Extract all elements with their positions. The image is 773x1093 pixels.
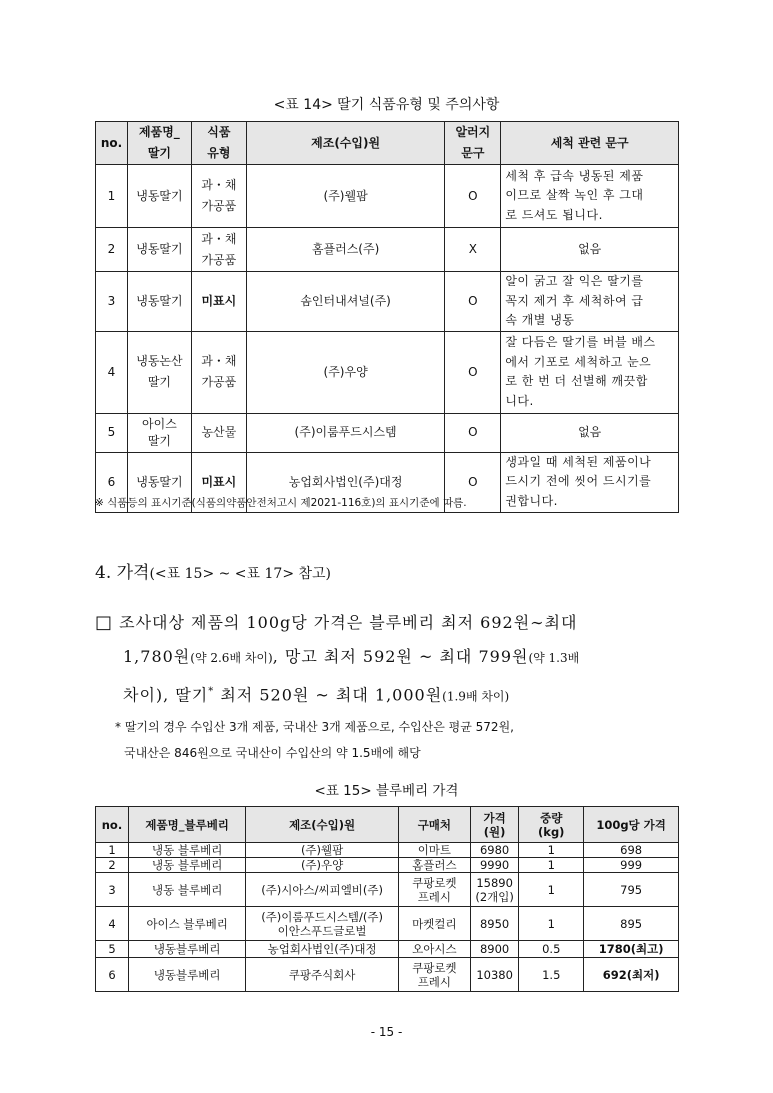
- cell-store: 이마트: [398, 843, 470, 858]
- cell-name: 냉동딸기: [127, 452, 191, 512]
- table14-caption: <표 14> 딸기 식품유형 및 주의사항: [273, 97, 500, 113]
- cell-wash: 세척 후 급속 냉동된 제품 이므로 살짝 녹인 후 그대 로 드셔도 됩니다.: [501, 165, 679, 228]
- cell-maker: 쿠팡주식회사: [246, 958, 398, 992]
- table-row: [96, 873, 679, 907]
- cell-no: 1: [96, 165, 128, 228]
- cell-type: 과・채 가공품: [191, 228, 246, 272]
- paragraph-text: 조사대상 제품의 100g당 가격은 블루베리 최저 692원∼최대: [119, 613, 578, 632]
- cell-price-per-100g: 795: [584, 873, 679, 907]
- table-row: [96, 413, 679, 452]
- cell-price-per-100g: 895: [584, 907, 679, 941]
- header-wash-notice: 세척 관련 문구: [501, 122, 679, 165]
- cell-maker: (주)웰팜: [246, 843, 398, 858]
- cell-type: 과・채 가공품: [191, 331, 246, 413]
- cell-no: 1: [96, 843, 129, 858]
- cell-name: 냉동블루베리: [128, 941, 245, 958]
- cell-maker: 홈플러스(주): [246, 228, 445, 272]
- cell-price: 8950: [470, 907, 518, 941]
- page-number: - 15 -: [370, 1025, 403, 1039]
- cell-type: 과・채 가공품: [191, 165, 246, 228]
- cell-name: 냉동딸기: [127, 228, 191, 272]
- table-row: [96, 843, 679, 858]
- cell-maker: (주)이룸푸드시스템: [246, 413, 445, 452]
- cell-no: 4: [96, 331, 128, 413]
- cell-allergy: O: [445, 413, 501, 452]
- footnote-line: * 딸기의 경우 수입산 3개 제품, 국내산 3개 제품으로, 수입산은 평균 572원,: [115, 720, 514, 734]
- cell-no: 3: [96, 873, 129, 907]
- header-weight: 중량 (kg): [519, 807, 584, 843]
- header-product-name: 제품명_블루베리: [128, 807, 245, 843]
- cell-type: 미표시: [191, 272, 246, 332]
- cell-allergy: O: [445, 452, 501, 512]
- cell-price-per-100g: 698: [584, 843, 679, 858]
- header-price-per-100g: 100g당 가격: [584, 807, 679, 843]
- paragraph-text: (약 1.3배: [528, 651, 580, 665]
- cell-type: 미표시: [191, 452, 246, 512]
- table15-header-row: [96, 807, 679, 843]
- table-row: [96, 941, 679, 958]
- header-allergy-notice: 알러지 문구: [445, 122, 501, 165]
- cell-name: 냉동딸기: [127, 272, 191, 332]
- cell-weight: 0.5: [519, 941, 584, 958]
- cell-no: 4: [96, 907, 129, 941]
- cell-price-per-100g-highest: 1780(최고): [584, 941, 679, 958]
- cell-name: 냉동블루베리: [128, 958, 245, 992]
- table14-strawberry-types: [95, 121, 679, 513]
- header-no: no.: [96, 122, 128, 165]
- cell-no: 2: [96, 228, 128, 272]
- footnote-marker: *: [208, 686, 215, 697]
- cell-price: 8900: [470, 941, 518, 958]
- paragraph-line-1: [95, 606, 695, 640]
- cell-type: 농산물: [191, 413, 246, 452]
- cell-price-per-100g-lowest: 692(최저): [584, 958, 679, 992]
- cell-price: 6980: [470, 843, 518, 858]
- checkbox-bullet-icon: □: [95, 612, 114, 633]
- cell-store: 마켓컬리: [398, 907, 470, 941]
- cell-no: 6: [96, 452, 128, 512]
- footnote-line: 국내산은 846원으로 국내산이 수입산의 약 1.5배에 해당: [124, 746, 421, 760]
- cell-maker: (주)우양: [246, 331, 445, 413]
- cell-weight: 1.5: [519, 958, 584, 992]
- section-title: 4. 가격: [95, 563, 150, 583]
- paragraph-text: (1.9배 차이): [442, 689, 510, 704]
- cell-wash: 없음: [501, 413, 679, 452]
- table15-blueberry-prices: [95, 806, 679, 992]
- cell-allergy: O: [445, 272, 501, 332]
- cell-price: 10380: [470, 958, 518, 992]
- cell-name: 아이스 블루베리: [128, 907, 245, 941]
- cell-maker: (주)이룸푸드시스템/(주) 이안스푸드글로벌: [246, 907, 398, 941]
- paragraph-text: , 망고 최저 592원 ~ 최대 799원: [272, 647, 529, 666]
- cell-no: 3: [96, 272, 128, 332]
- cell-no: 5: [96, 941, 129, 958]
- cell-name: 냉동 블루베리: [128, 843, 245, 858]
- cell-maker: 솜인터내셔널(주): [246, 272, 445, 332]
- cell-price: 15890 (2개입): [470, 873, 518, 907]
- table-row: [96, 858, 679, 873]
- paragraph-text: 차이), 딸기: [123, 685, 209, 705]
- header-price: 가격 (원): [470, 807, 518, 843]
- cell-name: 냉동 블루베리: [128, 873, 245, 907]
- cell-maker: (주)우양: [246, 858, 398, 873]
- table14-footnote: ※ 식품등의 표시기준(식품의약품안전처고시 제2021-116호)의 표시기준에 따름.: [95, 497, 467, 509]
- header-product-name: 제품명_ 딸기: [127, 122, 191, 165]
- price-summary-paragraph: [95, 606, 695, 713]
- cell-maker: (주)시아스/씨피엘비(주): [246, 873, 398, 907]
- paragraph-line-2: [95, 640, 695, 675]
- section-heading: [95, 558, 331, 583]
- cell-name: 냉동딸기: [127, 165, 191, 228]
- cell-wash: 잘 다듬은 딸기를 버블 배스 에서 기포로 세척하고 눈으 로 한 번 더 선별해 깨끗합 니다.: [501, 331, 679, 413]
- cell-weight: 1: [519, 858, 584, 873]
- paragraph-text: 최저 520원 ~ 최대 1,000원: [214, 685, 443, 705]
- table-row: [96, 165, 679, 228]
- section-reference: (<표 15> ~ <표 17> 참고): [149, 566, 332, 582]
- cell-weight: 1: [519, 907, 584, 941]
- cell-no: 2: [96, 858, 129, 873]
- header-maker: 제조(수입)원: [246, 122, 445, 165]
- cell-no: 5: [96, 413, 128, 452]
- cell-store: 쿠팡로켓 프레시: [398, 873, 470, 907]
- paragraph-text: (약 2.6배 차이): [190, 651, 273, 665]
- paragraph-text: 1,780원: [123, 647, 191, 666]
- cell-allergy: O: [445, 331, 501, 413]
- cell-wash: 생과일 때 세척된 제품이나 드시기 전에 씻어 드시기를 권합니다.: [501, 452, 679, 512]
- cell-name: 아이스 딸기: [127, 413, 191, 452]
- table15-caption: <표 15> 블루베리 가격: [314, 783, 459, 799]
- header-food-type: 식품 유형: [191, 122, 246, 165]
- header-maker: 제조(수입)원: [246, 807, 398, 843]
- table14-header-row: [96, 122, 679, 165]
- cell-weight: 1: [519, 843, 584, 858]
- table-row: [96, 907, 679, 941]
- cell-name: 냉동논산 딸기: [127, 331, 191, 413]
- table-row: [96, 331, 679, 413]
- header-no: no.: [96, 807, 129, 843]
- cell-weight: 1: [519, 873, 584, 907]
- cell-store: 오아시스: [398, 941, 470, 958]
- cell-allergy: X: [445, 228, 501, 272]
- cell-name: 냉동 블루베리: [128, 858, 245, 873]
- cell-store: 쿠팡로켓 프레시: [398, 958, 470, 992]
- cell-maker: 농업회사법인(주)대정: [246, 941, 398, 958]
- cell-wash: 없음: [501, 228, 679, 272]
- cell-no: 6: [96, 958, 129, 992]
- cell-price-per-100g: 999: [584, 858, 679, 873]
- cell-price: 9990: [470, 858, 518, 873]
- strawberry-footnote: [115, 714, 514, 766]
- table-row: [96, 228, 679, 272]
- cell-maker: 농업회사법인(주)대정: [246, 452, 445, 512]
- table-row: [96, 958, 679, 992]
- cell-maker: (주)웰팜: [246, 165, 445, 228]
- paragraph-line-3: [95, 675, 695, 713]
- header-store: 구매처: [398, 807, 470, 843]
- cell-store: 홈플러스: [398, 858, 470, 873]
- table-row: [96, 272, 679, 332]
- cell-allergy: O: [445, 165, 501, 228]
- cell-wash: 알이 굵고 잘 익은 딸기를 꼭지 제거 후 세척하여 급 속 개별 냉동: [501, 272, 679, 332]
